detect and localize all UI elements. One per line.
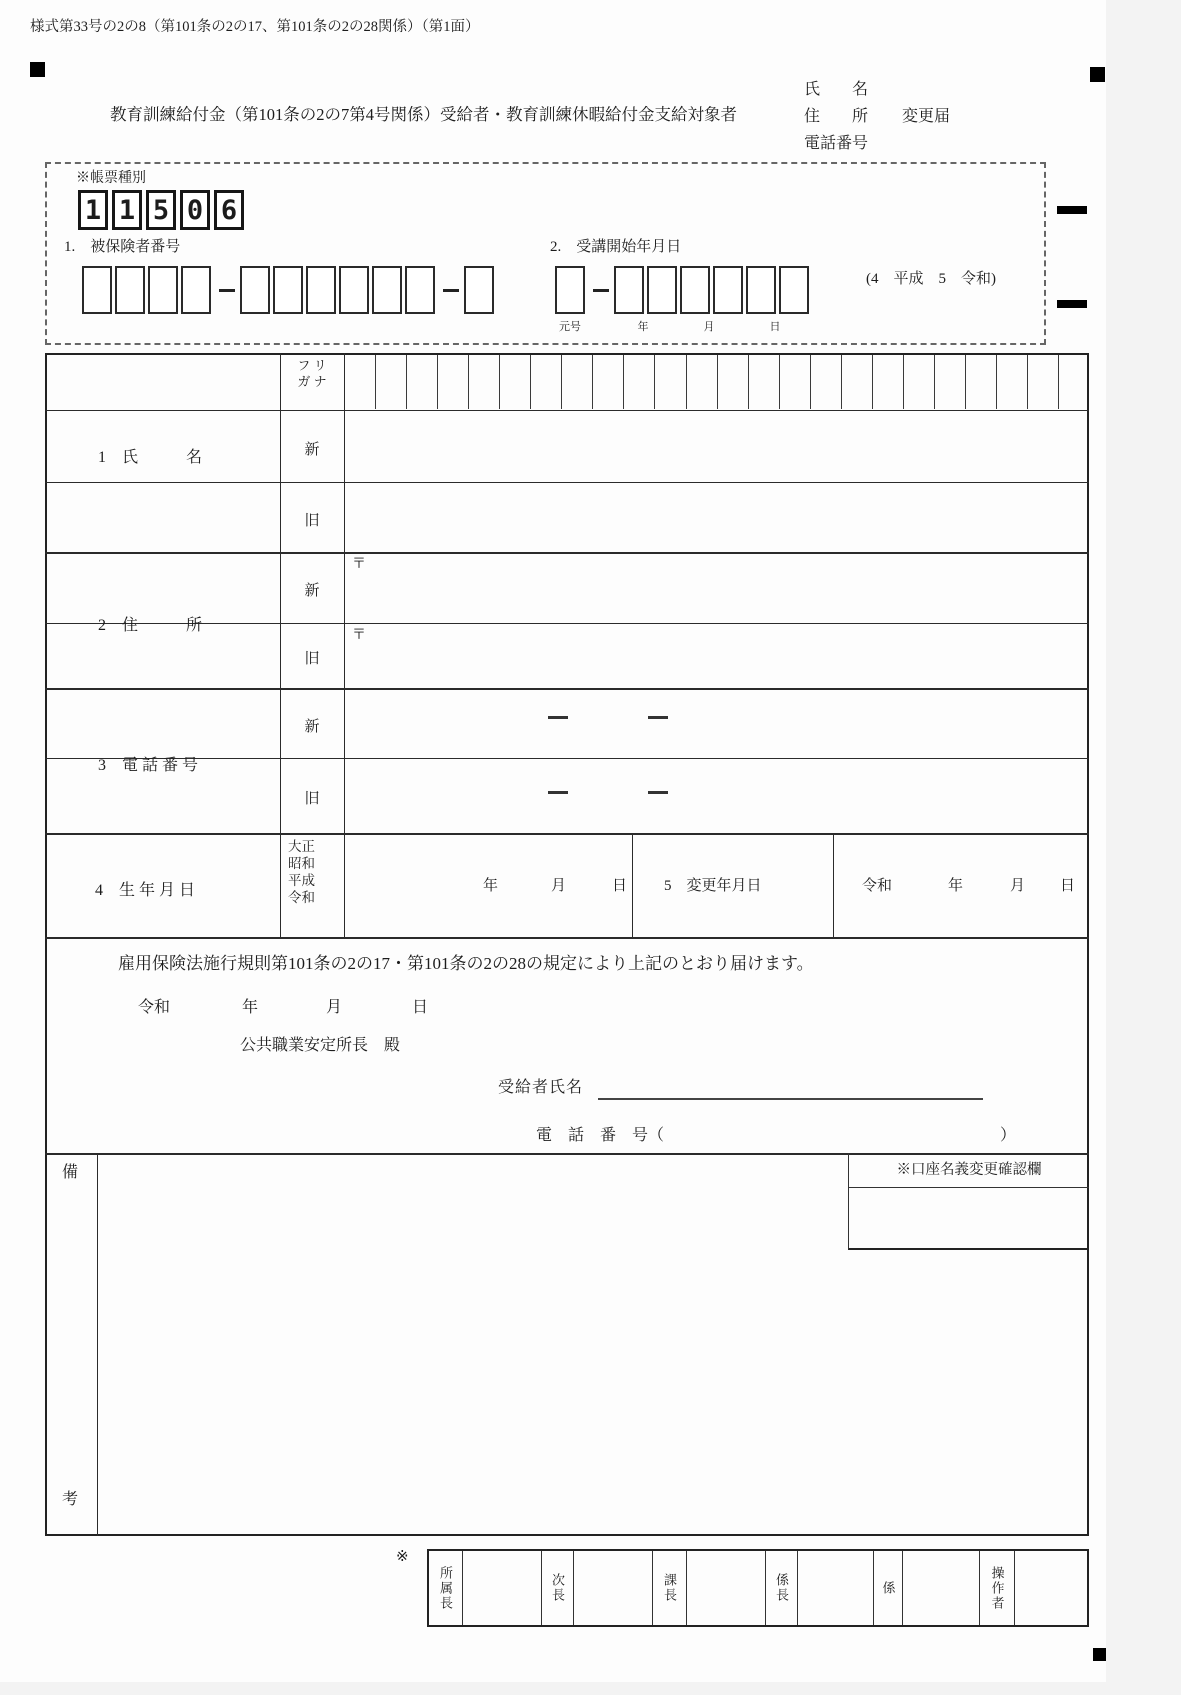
separator-dash [438,266,464,314]
furigana-cell[interactable] [749,355,780,409]
declaration-addressee: 公共職業安定所長 殿 [240,1037,401,1054]
furigana-cell[interactable] [1059,355,1089,409]
name-old-label: 旧 [304,513,320,529]
insured-number-cell[interactable] [464,266,494,314]
recipient-name-label: 受給者氏名 [498,1079,584,1096]
account-check-field[interactable] [848,1188,1089,1250]
form-title: 教育訓練給付金（第101条の2の7第4号関係）受給者・教育訓練休暇給付金支給対象者 [110,105,737,124]
stamp-label: 係 [880,1580,896,1596]
declaration-date-year: 年 [242,999,259,1016]
stamp-label-cell [429,1551,463,1625]
line-phone-birth [45,833,1089,835]
course-era-cell[interactable] [555,266,585,314]
phone-old-dash-1 [548,791,568,794]
divider-birth-change [632,833,633,937]
furigana-cell[interactable] [655,355,686,409]
stamp-label-cell [874,1551,903,1625]
furigana-cell[interactable] [407,355,438,409]
birth-era-option: 昭和 [288,855,315,871]
furigana-cell[interactable] [811,355,842,409]
birth-year-unit: 年 [483,878,499,894]
furigana-cell[interactable] [935,355,966,409]
course-date-cell[interactable] [614,266,644,314]
furigana-cell[interactable] [1028,355,1059,409]
form-type-digit: 1 [78,190,108,230]
title-item-address: 住 所 [804,108,869,125]
title-suffix: 変更届 [902,108,951,125]
course-date-cell[interactable] [680,266,710,314]
insured-number-label: 1. 被保険者番号 [64,239,181,255]
stamp-blank-cell[interactable] [903,1551,980,1625]
course-month-sublabel: 月 [703,321,715,333]
course-start-label: 2. 受講開始年月日 [550,239,682,255]
era-note: (4 平成 5 令和) [866,271,996,287]
insured-number-cell[interactable] [405,266,435,314]
form-type-digit: 1 [112,190,142,230]
remarks-bottom-char: 考 [62,1491,79,1508]
declaration-date-era: 令和 [138,999,171,1016]
phone-old-dash-2 [648,791,668,794]
insured-number-cell[interactable] [148,266,178,314]
row-birth-label: 4 生 年 月 日 [95,882,196,899]
right-margin [1106,0,1181,1695]
title-item-phone: 電話番号 [804,135,869,152]
phone-new-dash-1 [548,716,568,719]
declaration-phone-close: ） [1000,1127,1017,1144]
course-day-sublabel: 日 [769,321,781,333]
insured-number-cell[interactable] [181,266,211,314]
furigana-label-line1: フ リ [297,358,327,373]
postal-mark-new: 〒 [352,557,366,572]
line-birth-declaration [45,937,1089,939]
stamp-label: 所属長 [438,1565,453,1611]
furigana-cell[interactable] [500,355,531,409]
birth-era-option: 平成 [288,872,315,888]
furigana-cell[interactable] [873,355,904,409]
birth-era-stack [288,839,315,907]
row-change-label: 5 変更年月日 [664,878,762,894]
birth-day-unit: 日 [612,878,628,894]
divider-sub-col [344,353,345,937]
bottom-margin [0,1682,1181,1695]
stamp-label-cell [766,1551,798,1625]
furigana-cell[interactable] [904,355,935,409]
furigana-cell[interactable] [469,355,500,409]
recipient-name-underline[interactable] [598,1098,983,1100]
approval-stamp-table [427,1549,1089,1627]
postal-mark-old: 〒 [352,628,366,643]
furigana-cell[interactable] [438,355,469,409]
form-code-line: 様式第33号の2の8（第101条の2の17、第101条の2の28関係）（第1面） [30,19,480,35]
separator-dash [588,266,614,314]
stamp-label: 次長 [550,1573,565,1603]
form-type-label: ※帳票種別 [76,171,146,186]
stamp-blank-cell[interactable] [463,1551,542,1625]
remarks-top-char: 備 [62,1164,79,1181]
stamp-blank-cell[interactable] [687,1551,766,1625]
insured-number-cell[interactable] [372,266,402,314]
furigana-label-line2: ガ ナ [297,374,327,390]
insured-number-cell[interactable] [273,266,303,314]
address-new-label: 新 [304,583,320,599]
course-start-boxes[interactable] [555,266,812,314]
phone-new-label: 新 [304,719,320,735]
furigana-cell[interactable] [562,355,593,409]
approval-mark: ※ [396,1549,409,1565]
change-month-unit: 月 [1010,878,1026,894]
stamp-label: 係長 [774,1573,789,1603]
form-type-digit: 0 [180,190,210,230]
furigana-cell[interactable] [593,355,624,409]
stamp-blank-cell[interactable] [1015,1551,1087,1625]
divider-change-date [833,833,834,937]
form-type-digit: 5 [146,190,176,230]
form-type-digit-row [78,190,248,230]
furigana-cell[interactable] [687,355,718,409]
declaration-statement: 雇用保険法施行規則第101条の2の17・第101条の2の28の規定により上記のとおり届けます。 [118,954,814,973]
course-date-cell[interactable] [713,266,743,314]
phone-old-label: 旧 [304,791,320,807]
insured-number-cell[interactable] [306,266,336,314]
furigana-cell[interactable] [376,355,407,409]
form-type-digit: 6 [214,190,244,230]
furigana-cell[interactable] [842,355,873,409]
line-address-phone [45,688,1089,690]
registration-mark-top-left [30,62,45,77]
course-date-cell[interactable] [779,266,809,314]
stamp-label-cell [542,1551,574,1625]
stamp-blank-cell[interactable] [574,1551,653,1625]
remarks-field[interactable] [98,1155,847,1534]
phone-new-dash-2 [648,716,668,719]
insured-number-cell[interactable] [240,266,270,314]
insured-number-boxes[interactable] [82,266,497,314]
furigana-cell[interactable] [780,355,811,409]
separator-dash [214,266,240,314]
row-phone-label: 3 電 話 番 号 [98,757,199,774]
course-date-cell[interactable] [647,266,677,314]
line-name-new-old [45,482,1089,483]
course-era-sublabel: 元号 [559,321,581,333]
registration-mark-top-right [1090,67,1105,82]
stamp-label: 操作者 [989,1565,1005,1611]
furigana-cell[interactable] [624,355,655,409]
change-year-unit: 年 [948,878,964,894]
declaration-phone-label: 電 話 番 号（ [536,1127,665,1144]
course-year-sublabel: 年 [637,321,649,333]
furigana-cell[interactable] [966,355,997,409]
course-date-cell[interactable] [746,266,776,314]
account-check-label: ※口座名義変更確認欄 [848,1153,1089,1188]
declaration-date-month: 月 [326,999,343,1016]
furigana-cell-grid[interactable] [345,355,1089,409]
name-new-label: 新 [304,442,320,458]
change-era-label: 令和 [862,878,893,894]
line-name-address [45,552,1089,554]
row-address-label: 2 住 所 [98,617,203,634]
furigana-label [282,358,342,391]
line-furigana-bottom [45,410,1089,411]
furigana-cell[interactable] [531,355,562,409]
registration-mark-bottom-right [1093,1648,1106,1661]
title-item-name: 氏 名 [804,81,869,98]
line-phone-new-old [45,758,1089,759]
birth-month-unit: 月 [551,878,567,894]
furigana-cell[interactable] [345,355,376,409]
birth-era-option: 大正 [288,839,315,854]
insured-number-cell[interactable] [115,266,145,314]
change-day-unit: 日 [1060,878,1076,894]
furigana-cell[interactable] [997,355,1028,409]
stamp-label-cell [653,1551,687,1625]
insured-number-cell[interactable] [339,266,369,314]
address-old-label: 旧 [304,651,320,667]
row-name-label: 1 氏 名 [98,449,203,466]
stamp-label-cell [980,1551,1015,1625]
timing-mark-1 [1057,206,1087,214]
stamp-blank-cell[interactable] [798,1551,874,1625]
birth-era-option: 令和 [288,889,315,905]
insured-number-cell[interactable] [82,266,112,314]
declaration-date-day: 日 [412,999,429,1016]
furigana-cell[interactable] [718,355,749,409]
timing-mark-2 [1057,300,1087,308]
stamp-label: 課長 [662,1573,677,1603]
